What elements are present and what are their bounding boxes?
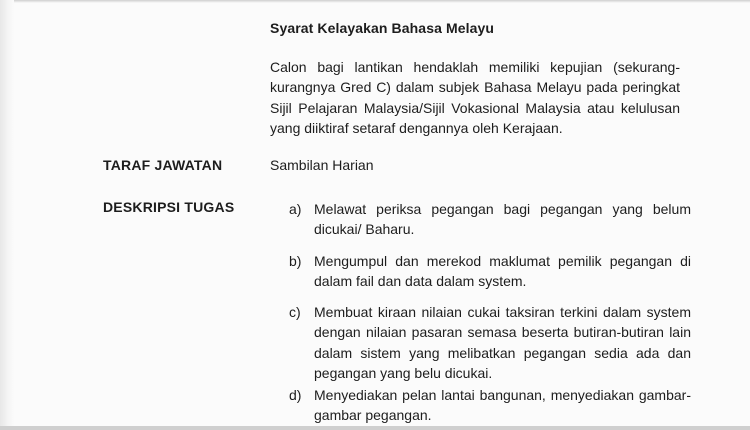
duty-text: Mengumpul dan merekod maklumat pemilik pegangan di dalam fail dan data dalam system.: [314, 253, 691, 290]
requirement-text: Calon bagi lantikan hendaklah memiliki kepujian (sekurang-kurangnya Gred C) dalam subjek Bahasa Melayu pada peringkat Sijil Pelajaran Malaysia/Sijil Vokasional Malaysia atau kelulusan yang diiktiraf setaraf dengannya oleh Kerajaan.: [270, 59, 680, 136]
duty-text: Membuat kiraan nilaian cukai taksiran terkini dalam system dengan nilaian pasaran semasa beserta butiran-butiran lain dalam sistem yang melibatkan pegangan sedia ada dan pegangan yang belu dicukai.: [314, 304, 691, 381]
duty-item-b: [289, 251, 691, 292]
page-top-shadow: [0, 0, 750, 3]
duty-marker: d): [289, 387, 302, 403]
duty-item-c: [289, 302, 691, 383]
taraf-jawatan-label: TARAF JAWATAN: [103, 157, 223, 173]
deskripsi-tugas-label: DESKRIPSI TUGAS: [103, 199, 235, 215]
page-bottom-edge: [0, 426, 750, 430]
taraf-jawatan-value: Sambilan Harian: [270, 157, 374, 173]
duty-item-d: [289, 385, 691, 426]
page-left-margin: [0, 0, 14, 430]
duty-marker: c): [289, 304, 301, 320]
duty-marker: b): [289, 253, 302, 269]
requirement-heading: Syarat Kelayakan Bahasa Melayu: [270, 20, 495, 36]
duty-text: Menyediakan pelan lantai bangunan, menyediakan gambar-gambar pegangan.: [314, 387, 691, 424]
duty-marker: a): [289, 201, 302, 217]
duty-text: Melawat periksa pegangan bagi pegangan yang belum dicukai/ Baharu.: [314, 201, 691, 238]
duty-item-a: [289, 199, 691, 240]
